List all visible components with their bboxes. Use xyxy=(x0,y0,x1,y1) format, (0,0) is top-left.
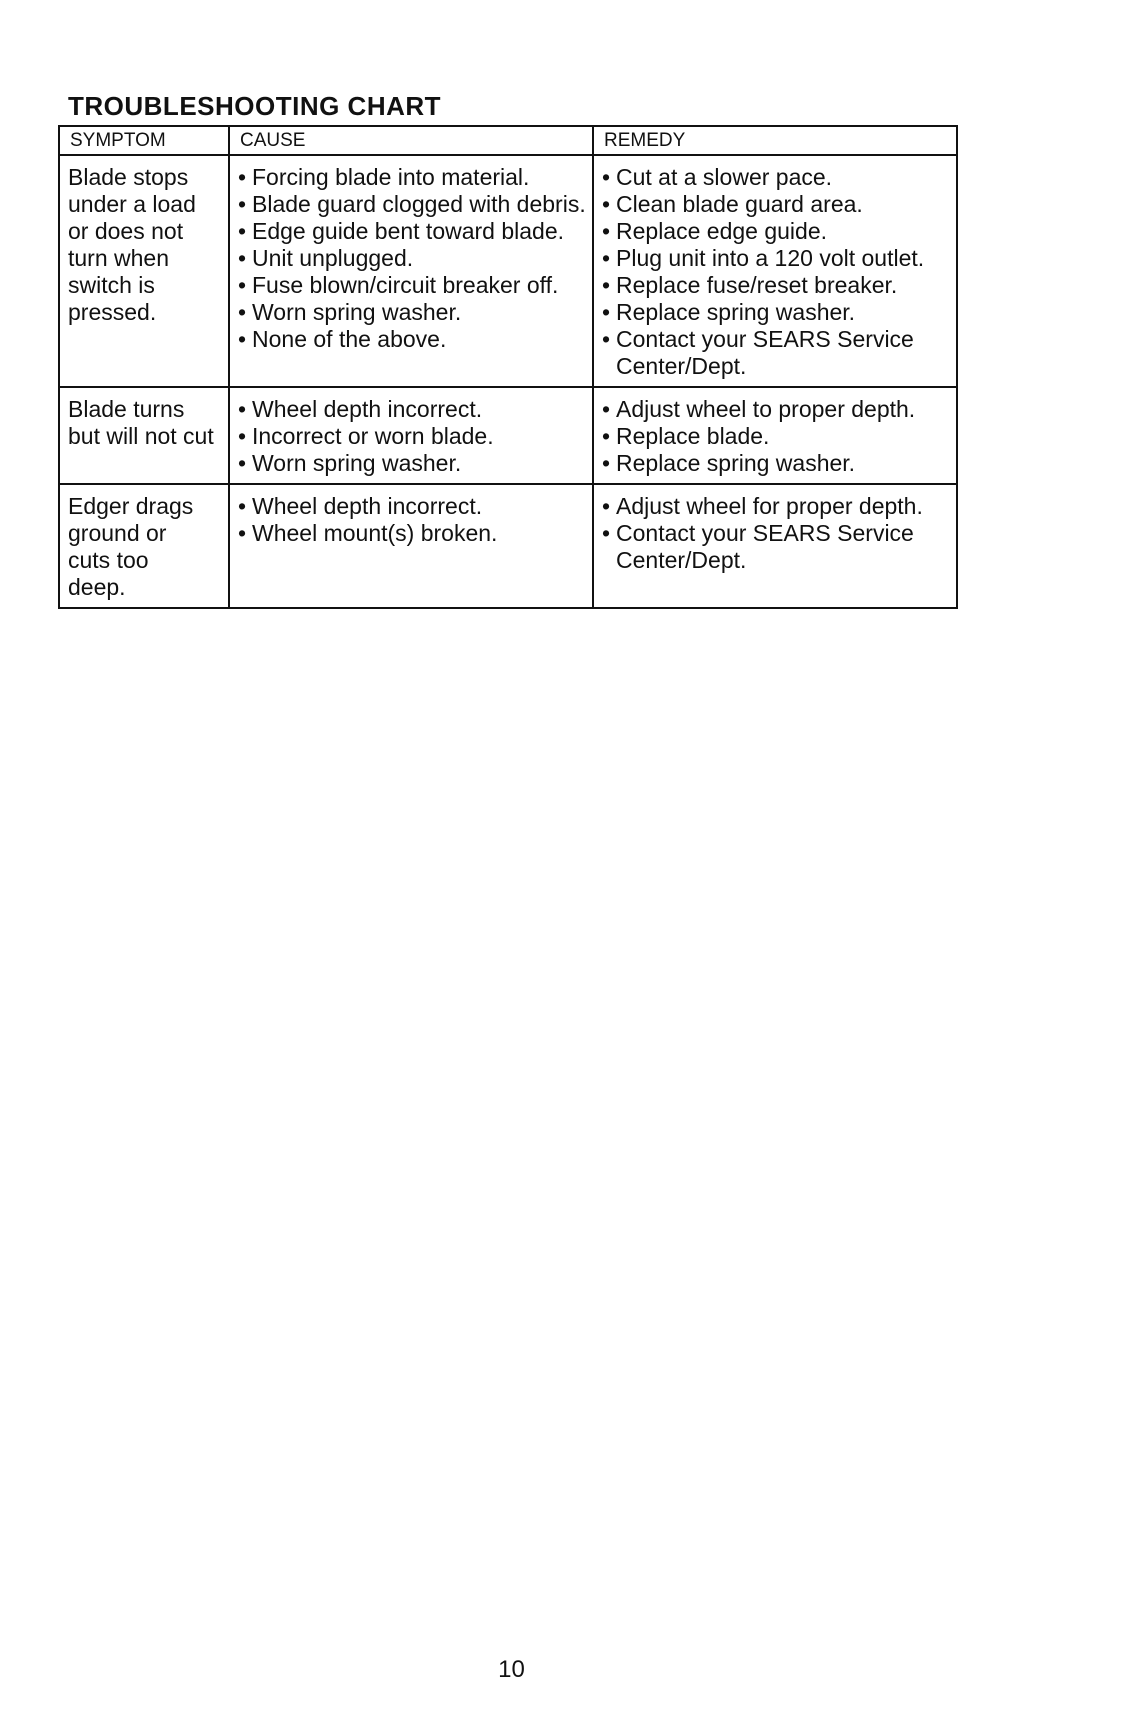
remedy-item: • Replace spring washer. xyxy=(602,299,950,326)
remedy-item: • Contact your SEARS Service Center/Dept. xyxy=(602,326,950,380)
cause-item: • Blade guard clogged with debris. xyxy=(238,191,586,218)
remedy-cell xyxy=(593,387,957,484)
page-title: TROUBLESHOOTING CHART xyxy=(68,91,442,121)
table-row xyxy=(59,155,957,387)
remedy-item: • Contact your SEARS Service Center/Dept. xyxy=(602,520,950,574)
cause-item: • Worn spring washer. xyxy=(238,299,586,326)
cause-item: • Edge guide bent toward blade. xyxy=(238,218,586,245)
cause-item: • Unit unplugged. xyxy=(238,245,586,272)
table-row xyxy=(59,387,957,484)
symptom-text: Blade turns but will not cut xyxy=(68,396,214,449)
cause-item: • Forcing blade into material. xyxy=(238,164,586,191)
remedy-item: • Replace fuse/reset breaker. xyxy=(602,272,950,299)
cause-item: • Worn spring washer. xyxy=(238,450,586,477)
column-header-symptom: SYMPTOM xyxy=(59,126,229,155)
remedy-list xyxy=(602,396,950,477)
remedy-item: • Adjust wheel to proper depth. xyxy=(602,396,950,423)
symptom-cell xyxy=(59,387,229,484)
cause-item: • None of the above. xyxy=(238,326,586,353)
remedy-list xyxy=(602,493,950,574)
remedy-item: • Replace edge guide. xyxy=(602,218,950,245)
remedy-cell xyxy=(593,484,957,608)
remedy-item: • Plug unit into a 120 volt outlet. xyxy=(602,245,950,272)
cause-item: • Wheel depth incorrect. xyxy=(238,493,586,520)
troubleshooting-table xyxy=(58,125,958,609)
cause-cell xyxy=(229,387,593,484)
cause-item: • Wheel depth incorrect. xyxy=(238,396,586,423)
remedy-item: • Replace spring washer. xyxy=(602,450,950,477)
remedy-cell xyxy=(593,155,957,387)
column-header-cause: CAUSE xyxy=(229,126,593,155)
cause-item: • Incorrect or worn blade. xyxy=(238,423,586,450)
remedy-item: • Adjust wheel for proper depth. xyxy=(602,493,950,520)
symptom-cell xyxy=(59,484,229,608)
table-header-row xyxy=(59,126,957,155)
cause-item: • Wheel mount(s) broken. xyxy=(238,520,586,547)
table-row xyxy=(59,484,957,608)
column-header-remedy: REMEDY xyxy=(593,126,957,155)
remedy-item: • Cut at a slower pace. xyxy=(602,164,950,191)
cause-item: • Fuse blown/circuit breaker off. xyxy=(238,272,586,299)
symptom-text: Edger drags ground or cuts too deep. xyxy=(68,493,194,600)
cause-list xyxy=(238,164,586,353)
remedy-item: • Clean blade guard area. xyxy=(602,191,950,218)
cause-cell xyxy=(229,484,593,608)
cause-list xyxy=(238,396,586,477)
remedy-list xyxy=(602,164,950,380)
symptom-cell xyxy=(59,155,229,387)
symptom-text: Blade stops under a load or does not turn when switch is pressed. xyxy=(68,164,196,325)
cause-list xyxy=(238,493,586,547)
page-number: 10 xyxy=(498,1656,525,1683)
cause-cell xyxy=(229,155,593,387)
remedy-item: • Replace blade. xyxy=(602,423,950,450)
